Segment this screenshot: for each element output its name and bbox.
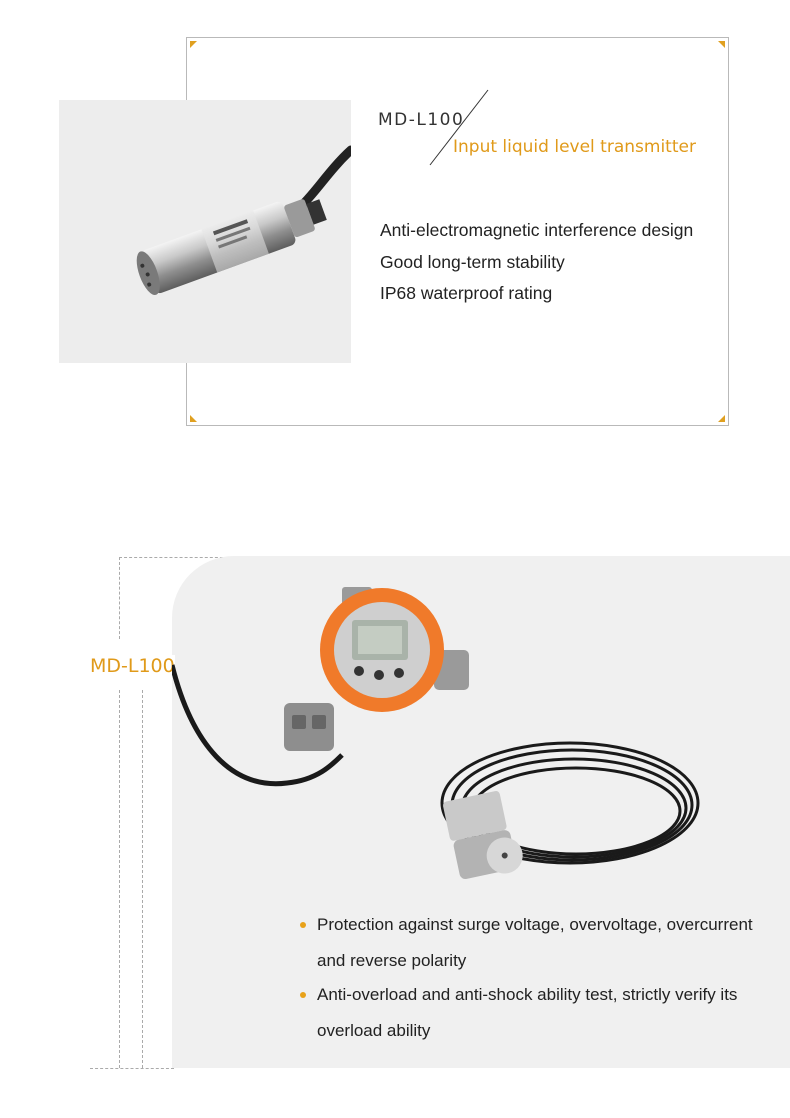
- dashed-guide: [90, 1068, 174, 1069]
- transmitter-photo: [172, 575, 772, 895]
- bullet-text: [317, 907, 767, 979]
- feature-item: Anti-electromagnetic interference design: [380, 220, 694, 240]
- feature-item: Good long-term stability: [380, 252, 565, 272]
- bullet-line: and reverse polarity: [317, 951, 467, 970]
- corner-marker: [190, 41, 197, 48]
- dashed-guide: [119, 690, 120, 1068]
- corner-marker: [190, 415, 197, 422]
- model-name: MD-L100: [378, 110, 465, 130]
- bullet-line: Protection against surge voltage, overvoltage, overcurrent: [317, 915, 753, 934]
- bullet-dot: [300, 922, 306, 928]
- feature-item: IP68 waterproof rating: [380, 283, 553, 303]
- probe-photo: [59, 100, 351, 363]
- bullet-text: [317, 977, 767, 1049]
- dashed-guide: [119, 557, 120, 639]
- model-name-side: MD-L100: [90, 655, 175, 677]
- product-subtitle: Input liquid level transmitter: [453, 137, 696, 157]
- bullet-dot: [300, 992, 306, 998]
- bullet-line: Anti-overload and anti-shock ability test, strictly verify its: [317, 985, 738, 1004]
- dashed-guide: [142, 690, 143, 1068]
- corner-marker: [718, 415, 725, 422]
- bullet-line: overload ability: [317, 1021, 431, 1040]
- corner-marker: [718, 41, 725, 48]
